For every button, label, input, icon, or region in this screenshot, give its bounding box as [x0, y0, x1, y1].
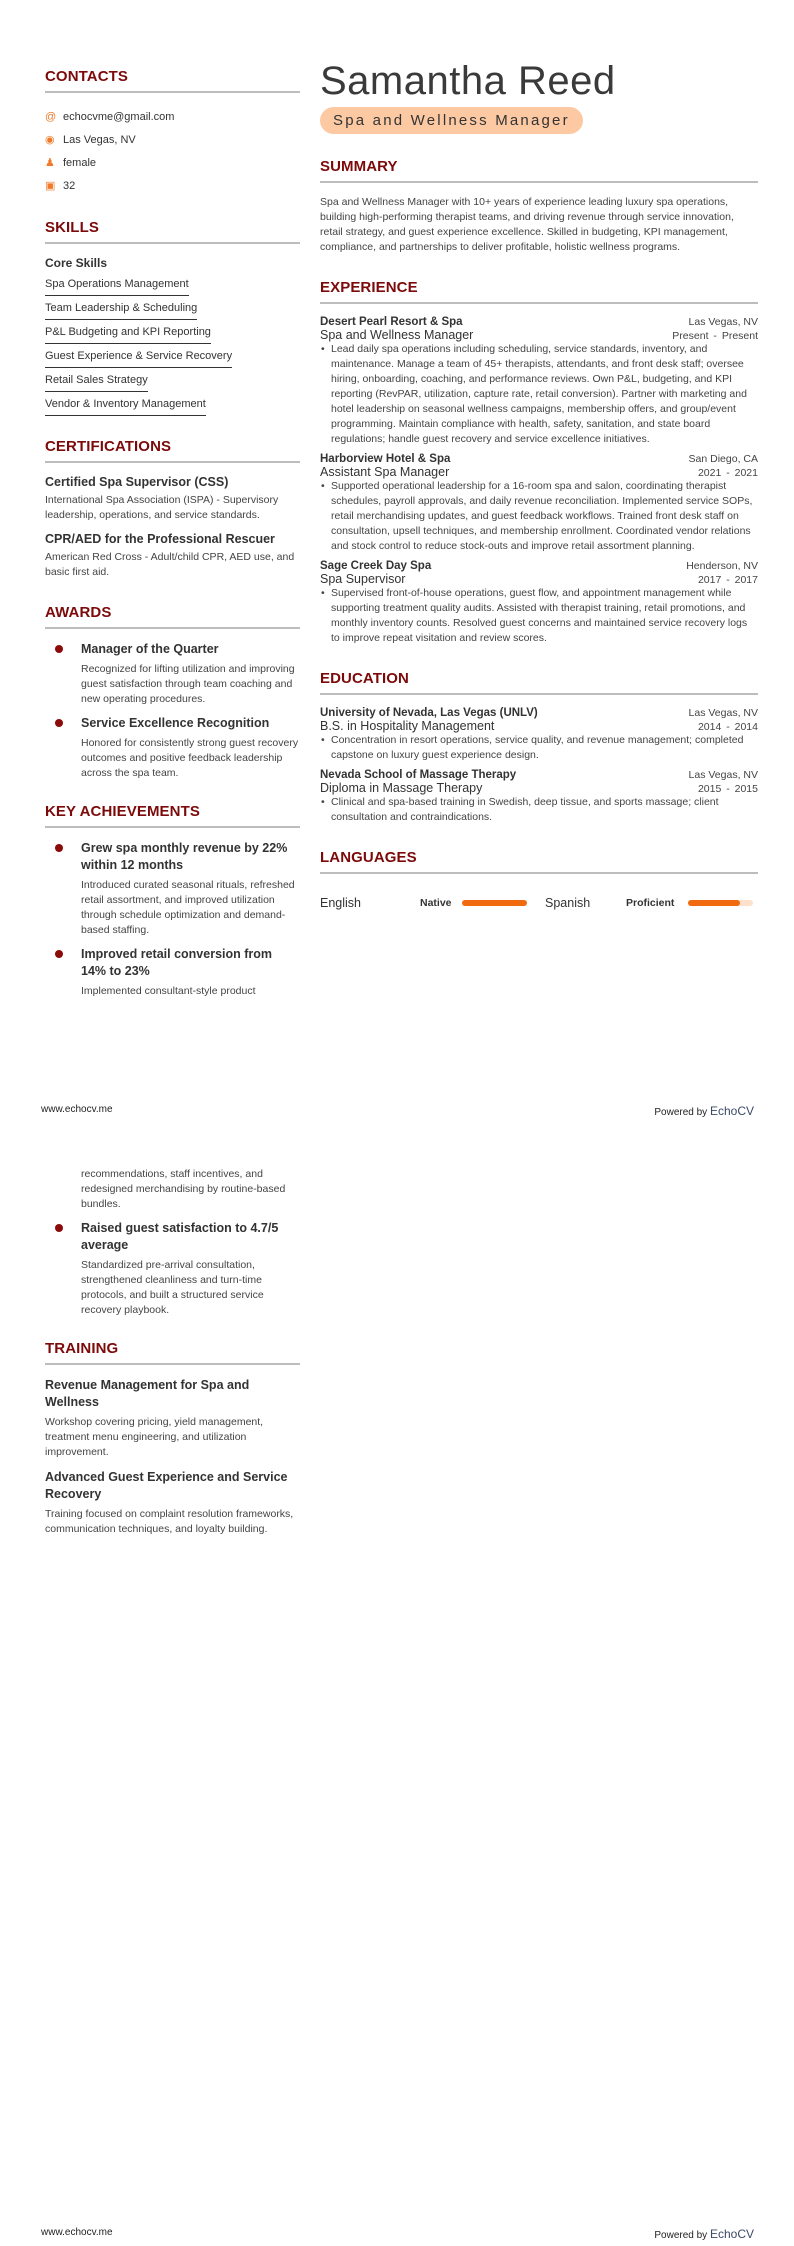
contact-gender — [45, 151, 300, 174]
achievement-item-continued — [45, 1167, 300, 1212]
age-text: 32 — [63, 179, 76, 192]
bullet-dot-icon — [55, 1224, 63, 1232]
achievement-item — [45, 1220, 300, 1318]
skill-item: Vendor & Inventory Management — [45, 394, 206, 416]
school-name: Nevada School of Massage Therapy — [320, 769, 517, 781]
training-heading: TRAINING — [45, 1340, 300, 1365]
footer-powered-by — [654, 1104, 754, 1118]
summary-heading: SUMMARY — [320, 158, 758, 183]
brand-logo[interactable]: EchoCV — [709, 1104, 754, 1118]
edu-dates: 2015 - 2015 — [697, 783, 758, 795]
training-title: Revenue Management for Spa and Wellness — [45, 1378, 250, 1409]
skill-item: Retail Sales Strategy — [45, 370, 148, 392]
school-location: Las Vegas, NV — [688, 769, 758, 781]
person-icon: ♟ — [45, 157, 55, 169]
email-text: echocvme@gmail.com — [63, 110, 175, 123]
experience-entry — [320, 453, 758, 554]
skills-group-title: Core Skills — [45, 256, 108, 270]
skills-list — [45, 274, 300, 418]
contact-email — [45, 105, 300, 128]
experience-entry — [320, 560, 758, 646]
cert-title: CPR/AED for the Professional Rescuer — [45, 532, 275, 546]
bullet-dot-icon — [55, 719, 63, 727]
brand-logo[interactable]: EchoCV — [709, 2227, 754, 2241]
language-proficiency-bar — [462, 900, 527, 906]
cert-desc: International Spa Association (ISPA) - Supervisory leadership, operations, and service standards. — [45, 494, 279, 521]
resume-page-2 — [0, 1123, 794, 2246]
skill-item: P&L Budgeting and KPI Reporting — [45, 322, 211, 344]
language-name: English — [320, 896, 361, 910]
education-entry — [320, 707, 758, 763]
education-heading: EDUCATION — [320, 670, 758, 695]
contacts-heading: CONTACTS — [45, 68, 300, 93]
job-title-badge: Spa and Wellness Manager — [320, 107, 583, 134]
location-pin-icon: ◉ — [45, 134, 55, 146]
achievement-item — [45, 946, 300, 999]
job-bullet: • Supported operational leadership for a 16-room spa and salon, coordinating therapist schedules, payroll approvals, and daily revenue reconciliation. Implemented service SOPs, retail merchandising updates, and guest feedback workflows. Trained front desk staff on consultation, upsell techniques, and membership enrollment. Coordinated vendor relations and stock control to reduce stock-outs and improve retail assortment planning. — [320, 479, 758, 554]
achievement-desc: recommendations, staff incentives, and redesigned merchandising by routine-based bundles. — [81, 1168, 286, 1210]
language-name: Spanish — [545, 896, 591, 910]
calendar-icon: ▣ — [45, 180, 56, 192]
school-name: University of Nevada, Las Vegas (UNLV) — [320, 707, 538, 719]
powered-by-text: Powered by — [654, 1107, 708, 1118]
achievement-title: Improved retail conversion from 14% to 23% — [81, 947, 273, 978]
languages-heading: LANGUAGES — [320, 849, 758, 874]
location-text: Las Vegas, NV — [63, 133, 136, 146]
company-name: Sage Creek Day Spa — [320, 560, 432, 572]
languages-row — [320, 896, 758, 910]
summary-text: Spa and Wellness Manager with 10+ years of experience leading luxury spa operations, building high-performing therapist teams, and driving revenue through service innovation, retail strategy, and guest experience excellence. Skilled in budgeting, KPI management, compliance, and partnerships to deliver profitable, holistic wellness programs. — [320, 196, 734, 253]
cert-title: Certified Spa Supervisor (CSS) — [45, 475, 229, 489]
award-desc: Honored for consistently strong guest recovery outcomes and positive feedback leadership across the spa team. — [81, 737, 299, 779]
awards-heading: AWARDS — [45, 604, 300, 629]
experience-entry — [320, 316, 758, 447]
job-role: Assistant Spa Manager — [320, 465, 450, 479]
award-title: Service Excellence Recognition — [81, 716, 270, 730]
experience-heading: EXPERIENCE — [320, 279, 758, 304]
award-item — [45, 641, 300, 707]
training-desc: Workshop covering pricing, yield management, treatment menu engineering, and utilization improvement. — [45, 1416, 264, 1458]
language-proficiency-bar — [688, 900, 753, 906]
degree: Diploma in Massage Therapy — [320, 781, 483, 795]
award-desc: Recognized for lifting utilization and improving guest satisfaction through team coaching and new operating procedures. — [81, 663, 295, 705]
company-name: Desert Pearl Resort & Spa — [320, 316, 463, 328]
left-column — [45, 68, 300, 1007]
job-dates: Present - Present — [672, 330, 758, 342]
proficiency-fill — [462, 900, 527, 906]
cert-desc: American Red Cross - Adult/child CPR, AED use, and basic first aid. — [45, 551, 295, 578]
proficiency-fill — [688, 900, 740, 906]
training-desc: Training focused on complaint resolution frameworks, communication techniques, and loyalty building. — [45, 1508, 294, 1535]
degree: B.S. in Hospitality Management — [320, 719, 495, 733]
education-entry — [320, 769, 758, 825]
achievement-desc: Standardized pre-arrival consultation, strengthened cleanliness and turn-time protocols, and built a structured service recovery playbook. — [81, 1259, 264, 1316]
skill-item: Guest Experience & Service Recovery — [45, 346, 232, 368]
job-bullet: • Supervised front-of-house operations, guest flow, and appointment management while supporting treatment quality audits. Assisted with therapist training, retail promotions, and monthly inventory counts. Resolved guest concerns and maintained service recovery logs to improve repeat visitation and review scores. — [320, 586, 758, 646]
job-dates: 2017 - 2017 — [697, 574, 758, 586]
contact-age — [45, 174, 300, 197]
left-column — [45, 1167, 300, 1546]
at-icon: @ — [45, 110, 57, 123]
job-location: Las Vegas, NV — [688, 316, 758, 328]
school-location: Las Vegas, NV — [688, 707, 758, 719]
footer-powered-by — [654, 2227, 754, 2241]
skills-heading: SKILLS — [45, 219, 300, 244]
bullet-dot-icon — [55, 844, 63, 852]
powered-by-text: Powered by — [654, 2230, 708, 2241]
language-level: Proficient — [626, 897, 675, 909]
job-role: Spa Supervisor — [320, 572, 406, 586]
award-item — [45, 715, 300, 781]
achievements-heading: KEY ACHIEVEMENTS — [45, 803, 300, 828]
language-level: Native — [420, 897, 452, 909]
footer-website[interactable]: www.echocv.me — [41, 2227, 113, 2238]
company-name: Harborview Hotel & Spa — [320, 453, 451, 465]
footer-website[interactable]: www.echocv.me — [41, 1104, 113, 1115]
achievement-title: Grew spa monthly revenue by 22% within 12 months — [81, 841, 288, 872]
job-bullet: • Lead daily spa operations including scheduling, service standards, inventory, and maintenance. Manage a team of 45+ therapists, attendants, and front desk staff; oversee hiring, onboarding, coaching, and performance reviews. Own P&L, budgeting, and KPI reporting (RevPAR, utilization, capture rate, retail conversion). Partner with marketing and hotel leadership on seasonal wellness campaigns, membership offers, and group/event programming. Maintain compliance with health, safety, sanitation, and state board regulations; handle guest recovery and service excellence initiatives. — [320, 342, 758, 447]
achievement-desc: Implemented consultant-style product — [81, 985, 256, 997]
edu-bullet: • Concentration in resort operations, service quality, and revenue management; completed capstone on luxury guest experience design. — [320, 733, 758, 763]
job-role: Spa and Wellness Manager — [320, 328, 474, 342]
contact-location — [45, 128, 300, 151]
right-column — [320, 0, 758, 910]
achievement-desc: Introduced curated seasonal rituals, refreshed retail assortment, and improved utilization through schedule optimization and demand-based staffing. — [81, 879, 295, 936]
edu-bullet: • Clinical and spa-based training in Swedish, deep tissue, and sports massage; client consultation and contraindications. — [320, 795, 758, 825]
bullet-dot-icon — [55, 950, 63, 958]
bullet-dot-icon — [55, 645, 63, 653]
job-location: San Diego, CA — [688, 453, 758, 465]
achievement-title: Raised guest satisfaction to 4.7/5 average — [81, 1221, 279, 1252]
skill-item: Team Leadership & Scheduling — [45, 298, 197, 320]
job-dates: 2021 - 2021 — [697, 467, 758, 479]
certifications-heading: CERTIFICATIONS — [45, 438, 300, 463]
candidate-name: Samantha Reed — [320, 59, 616, 103]
gender-text: female — [63, 156, 97, 169]
contacts-list — [45, 105, 300, 197]
achievement-item — [45, 840, 300, 938]
award-title: Manager of the Quarter — [81, 642, 219, 656]
edu-dates: 2014 - 2014 — [697, 721, 758, 733]
job-location: Henderson, NV — [686, 560, 758, 572]
skill-item: Spa Operations Management — [45, 274, 189, 296]
training-title: Advanced Guest Experience and Service Recovery — [45, 1470, 288, 1501]
